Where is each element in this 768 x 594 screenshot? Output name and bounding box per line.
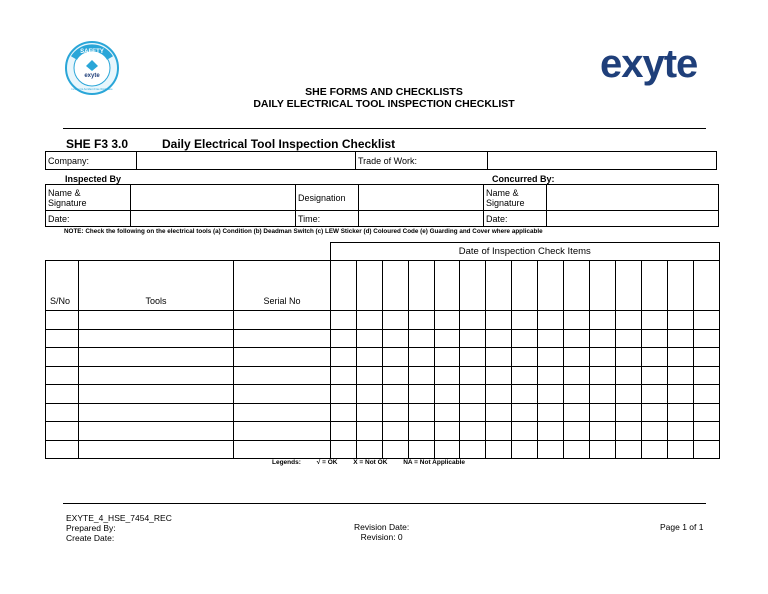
check-cell[interactable] — [434, 348, 460, 367]
check-cell[interactable] — [667, 385, 693, 404]
check-cell[interactable] — [641, 348, 667, 367]
tool-cell[interactable] — [79, 440, 234, 459]
check-cell[interactable] — [589, 348, 615, 367]
tools-header: Tools — [79, 261, 234, 311]
check-cell[interactable] — [356, 385, 382, 404]
check-cell[interactable] — [486, 385, 512, 404]
check-cell[interactable] — [356, 366, 382, 385]
footer-divider — [63, 503, 706, 504]
check-cell[interactable] — [408, 422, 434, 441]
tool-cell[interactable] — [79, 311, 234, 330]
check-cell[interactable] — [589, 440, 615, 459]
date-column-header[interactable] — [641, 261, 667, 311]
designation-label: Designation — [296, 185, 359, 211]
serial-cell[interactable] — [234, 440, 331, 459]
check-cell[interactable] — [512, 348, 538, 367]
check-cell[interactable] — [615, 440, 641, 459]
check-cell[interactable] — [641, 422, 667, 441]
check-cell[interactable] — [460, 422, 486, 441]
trade-field[interactable] — [488, 152, 717, 170]
check-cell[interactable] — [460, 348, 486, 367]
sno-cell[interactable] — [46, 385, 79, 404]
check-cell[interactable] — [486, 329, 512, 348]
check-cell[interactable] — [693, 329, 719, 348]
footer-left — [66, 513, 172, 543]
check-cell[interactable] — [331, 329, 357, 348]
check-cell[interactable] — [512, 440, 538, 459]
check-cell[interactable] — [667, 422, 693, 441]
check-cell[interactable] — [486, 311, 512, 330]
date-column-header[interactable] — [615, 261, 641, 311]
table-row — [46, 311, 720, 330]
date-column-header[interactable] — [408, 261, 434, 311]
table-row — [46, 403, 720, 422]
check-cell[interactable] — [615, 366, 641, 385]
create-date: Create Date: — [66, 533, 115, 543]
serial-cell[interactable] — [234, 366, 331, 385]
check-cell[interactable] — [356, 403, 382, 422]
check-cell[interactable] — [434, 385, 460, 404]
check-cell[interactable] — [382, 385, 408, 404]
check-cell[interactable] — [641, 311, 667, 330]
concurred-date-field[interactable] — [547, 211, 719, 227]
check-cell[interactable] — [667, 366, 693, 385]
check-cell[interactable] — [382, 329, 408, 348]
sno-cell[interactable] — [46, 366, 79, 385]
check-cell[interactable] — [434, 366, 460, 385]
check-cell[interactable] — [564, 329, 590, 348]
date-field[interactable] — [131, 211, 296, 227]
check-cell[interactable] — [356, 311, 382, 330]
check-cell[interactable] — [615, 385, 641, 404]
check-cell[interactable] — [382, 348, 408, 367]
legends — [272, 459, 479, 466]
check-cell[interactable] — [331, 440, 357, 459]
check-cell[interactable] — [564, 348, 590, 367]
check-cell[interactable] — [331, 422, 357, 441]
check-cell[interactable] — [460, 403, 486, 422]
check-cell[interactable] — [538, 403, 564, 422]
company-field[interactable] — [137, 152, 356, 170]
table-row — [46, 440, 720, 459]
check-cell[interactable] — [538, 348, 564, 367]
check-cell[interactable] — [538, 385, 564, 404]
legend-na: NA = Not Applicable — [403, 459, 466, 466]
name-signature-label: Name & Signature — [46, 185, 131, 211]
date-label: Date: — [46, 211, 131, 227]
check-cell[interactable] — [331, 348, 357, 367]
table-row — [46, 385, 720, 404]
date-column-header[interactable] — [460, 261, 486, 311]
check-cell[interactable] — [641, 366, 667, 385]
check-cell[interactable] — [512, 311, 538, 330]
check-cell[interactable] — [460, 311, 486, 330]
title-line-1: SHE FORMS AND CHECKLISTS — [305, 86, 463, 98]
time-field[interactable] — [359, 211, 484, 227]
check-cell[interactable] — [434, 403, 460, 422]
sno-cell[interactable] — [46, 440, 79, 459]
check-cell[interactable] — [408, 311, 434, 330]
tool-cell[interactable] — [79, 403, 234, 422]
tool-cell[interactable] — [79, 348, 234, 367]
date-column-header[interactable] — [512, 261, 538, 311]
date-column-header[interactable] — [693, 261, 719, 311]
sno-header: S/No — [46, 261, 79, 311]
check-cell[interactable] — [512, 329, 538, 348]
check-cell[interactable] — [460, 385, 486, 404]
check-cell[interactable] — [356, 348, 382, 367]
form-title: Daily Electrical Tool Inspection Checklist — [162, 137, 396, 151]
date-column-header[interactable] — [564, 261, 590, 311]
check-cell[interactable] — [460, 329, 486, 348]
check-cell[interactable] — [356, 329, 382, 348]
exyte-logo — [600, 44, 697, 84]
header-divider — [63, 128, 706, 129]
serial-cell[interactable] — [234, 385, 331, 404]
legend-ok: √ = OK — [316, 459, 338, 466]
check-cell[interactable] — [589, 422, 615, 441]
check-cell[interactable] — [486, 422, 512, 441]
trade-label: Trade of Work: — [356, 152, 488, 170]
check-cell[interactable] — [538, 329, 564, 348]
inspection-grid — [45, 242, 719, 456]
check-cell[interactable] — [512, 403, 538, 422]
check-cell[interactable] — [434, 440, 460, 459]
table-row — [46, 422, 720, 441]
check-cell[interactable] — [382, 403, 408, 422]
check-cell[interactable] — [356, 440, 382, 459]
check-cell[interactable] — [693, 385, 719, 404]
date-column-header[interactable] — [331, 261, 357, 311]
inspection-note: NOTE: Check the following on the electrical tools (a) Condition (b) Deadman Switch (c) LEW Sticker (d) Coloured Code (e) Guarding and Cover where applicable — [64, 228, 543, 235]
check-cell[interactable] — [486, 440, 512, 459]
check-cell[interactable] — [615, 422, 641, 441]
check-cell[interactable] — [408, 329, 434, 348]
designation-field[interactable] — [359, 185, 484, 211]
check-cell[interactable] — [641, 440, 667, 459]
prepared-by: Prepared By: — [66, 523, 116, 533]
check-cell[interactable] — [356, 422, 382, 441]
check-cell[interactable] — [382, 422, 408, 441]
table-row — [46, 329, 720, 348]
company-label: Company: — [46, 152, 137, 170]
check-cell[interactable] — [408, 348, 434, 367]
check-cell[interactable] — [434, 329, 460, 348]
sno-cell[interactable] — [46, 311, 79, 330]
check-cell[interactable] — [589, 403, 615, 422]
document-title — [0, 86, 768, 110]
check-cell[interactable] — [641, 329, 667, 348]
tool-cell[interactable] — [79, 329, 234, 348]
concurred-date-label: Date: — [484, 211, 547, 227]
check-cell[interactable] — [564, 440, 590, 459]
concurred-by-label: Concurred By: — [492, 174, 555, 184]
tool-cell[interactable] — [79, 422, 234, 441]
check-cell[interactable] — [615, 329, 641, 348]
check-cell[interactable] — [589, 385, 615, 404]
serial-cell[interactable] — [234, 403, 331, 422]
check-cell[interactable] — [589, 311, 615, 330]
check-cell[interactable] — [331, 311, 357, 330]
inspected-by-label: Inspected By — [65, 174, 122, 184]
concurred-name-field[interactable] — [547, 185, 719, 211]
check-cell[interactable] — [564, 422, 590, 441]
company-table — [45, 151, 717, 170]
check-cell[interactable] — [667, 348, 693, 367]
check-cell[interactable] — [564, 403, 590, 422]
revision: Revision: 0 — [360, 532, 403, 542]
check-cell[interactable] — [486, 403, 512, 422]
check-cell[interactable] — [434, 422, 460, 441]
date-column-header[interactable] — [434, 261, 460, 311]
inspection-table — [45, 242, 720, 459]
check-cell[interactable] — [486, 348, 512, 367]
date-column-header[interactable] — [356, 261, 382, 311]
title-line-2: DAILY ELECTRICAL TOOL INSPECTION CHECKLIST — [253, 98, 515, 110]
check-cell[interactable] — [693, 348, 719, 367]
check-cell[interactable] — [331, 385, 357, 404]
check-cell[interactable] — [460, 366, 486, 385]
date-column-header[interactable] — [538, 261, 564, 311]
check-cell[interactable] — [641, 403, 667, 422]
check-cell[interactable] — [667, 403, 693, 422]
check-cell[interactable] — [408, 385, 434, 404]
check-cell[interactable] — [589, 366, 615, 385]
safety-ring-bottom-text: Incident & Accident Free Workplace — [71, 88, 113, 91]
sno-cell[interactable] — [46, 403, 79, 422]
concurred-name-signature-label: Name & Signature — [484, 185, 547, 211]
check-cell[interactable] — [615, 403, 641, 422]
check-cell[interactable] — [538, 366, 564, 385]
doc-id: EXYTE_4_HSE_7454_REC — [66, 513, 172, 523]
check-cell[interactable] — [408, 440, 434, 459]
check-cell[interactable] — [693, 422, 719, 441]
sno-cell[interactable] — [46, 348, 79, 367]
check-cell[interactable] — [382, 440, 408, 459]
date-column-header[interactable] — [667, 261, 693, 311]
check-cell[interactable] — [693, 403, 719, 422]
serial-cell[interactable] — [234, 422, 331, 441]
inspection-signoff-table — [45, 184, 719, 227]
check-cell[interactable] — [564, 311, 590, 330]
tool-cell[interactable] — [79, 385, 234, 404]
check-cell[interactable] — [589, 329, 615, 348]
footer-center — [354, 522, 409, 542]
date-column-header[interactable] — [589, 261, 615, 311]
check-cell[interactable] — [538, 440, 564, 459]
check-cell[interactable] — [408, 403, 434, 422]
check-cell[interactable] — [615, 311, 641, 330]
check-cell[interactable] — [331, 403, 357, 422]
check-cell[interactable] — [382, 311, 408, 330]
check-cell[interactable] — [564, 385, 590, 404]
check-cell[interactable] — [512, 385, 538, 404]
check-cell[interactable] — [512, 422, 538, 441]
check-cell[interactable] — [667, 311, 693, 330]
page-number: Page 1 of 1 — [660, 522, 704, 532]
date-of-inspection-header: Date of Inspection Check Items — [331, 243, 719, 261]
tool-cell[interactable] — [79, 366, 234, 385]
legends-label: Legends: — [272, 459, 301, 466]
check-cell[interactable] — [693, 440, 719, 459]
date-column-header[interactable] — [382, 261, 408, 311]
check-cell[interactable] — [667, 440, 693, 459]
form-code: SHE F3 3.0 — [66, 137, 129, 151]
safety-ring-top-text: SAFETY — [80, 49, 104, 55]
serial-no-header: Serial No — [234, 261, 331, 311]
safety-inner-text: exyte — [84, 73, 100, 79]
check-cell[interactable] — [486, 366, 512, 385]
check-cell[interactable] — [538, 311, 564, 330]
check-cell[interactable] — [615, 348, 641, 367]
serial-cell[interactable] — [234, 311, 331, 330]
check-cell[interactable] — [331, 366, 357, 385]
check-cell[interactable] — [512, 366, 538, 385]
exyte-logo-text: exyte — [600, 42, 698, 86]
legend-not-ok: X = Not OK — [353, 459, 388, 466]
inspector-name-field[interactable] — [131, 185, 296, 211]
revision-date: Revision Date: — [354, 522, 410, 532]
check-cell[interactable] — [667, 329, 693, 348]
sno-cell[interactable] — [46, 329, 79, 348]
serial-cell[interactable] — [234, 329, 331, 348]
check-cell[interactable] — [408, 366, 434, 385]
table-row — [46, 366, 720, 385]
serial-cell[interactable] — [234, 348, 331, 367]
check-cell[interactable] — [641, 385, 667, 404]
check-cell[interactable] — [693, 366, 719, 385]
check-cell[interactable] — [564, 366, 590, 385]
check-cell[interactable] — [538, 422, 564, 441]
check-cell[interactable] — [460, 440, 486, 459]
check-cell[interactable] — [693, 311, 719, 330]
table-row — [46, 348, 720, 367]
check-cell[interactable] — [382, 366, 408, 385]
time-label: Time: — [296, 211, 359, 227]
sno-cell[interactable] — [46, 422, 79, 441]
check-cell[interactable] — [434, 311, 460, 330]
date-column-header[interactable] — [486, 261, 512, 311]
